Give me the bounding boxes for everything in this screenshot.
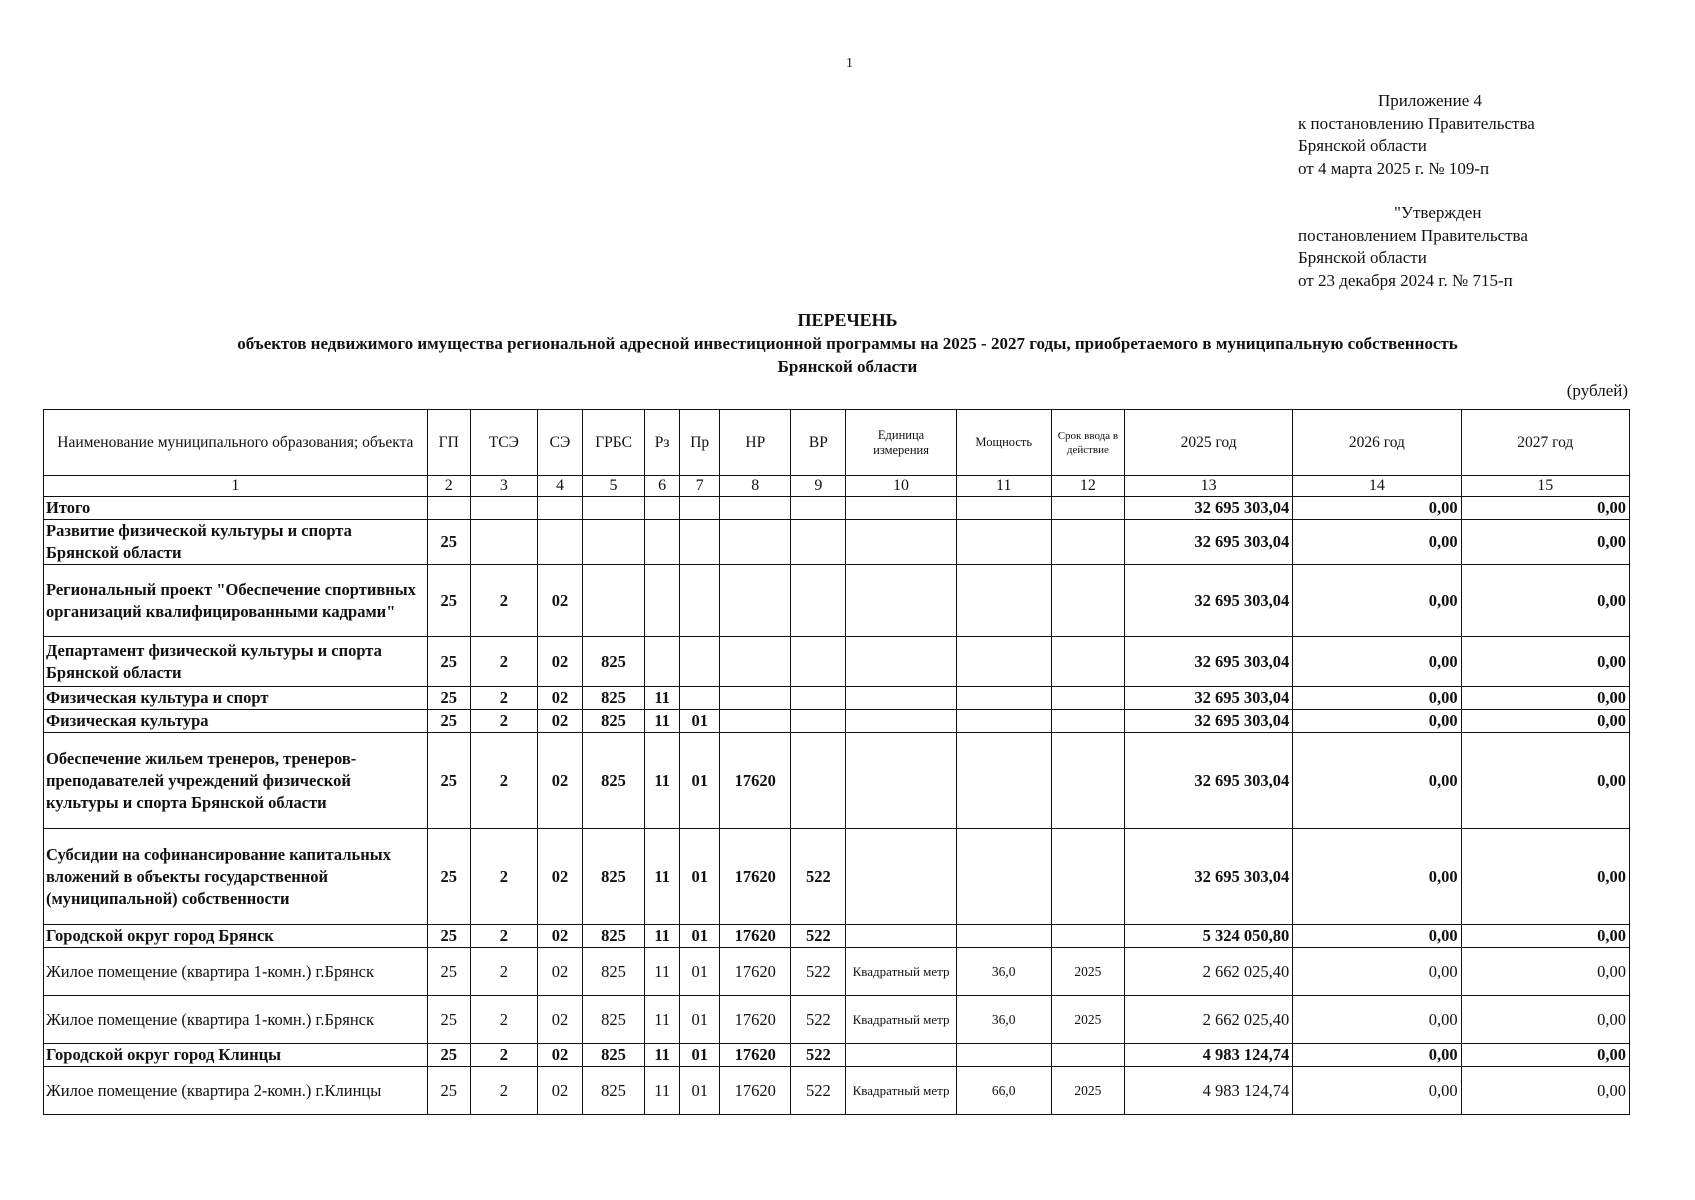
cell-gp: 25: [427, 710, 470, 733]
cell-y2025: 32 695 303,04: [1124, 497, 1292, 520]
cell-y2025: 32 695 303,04: [1124, 565, 1292, 637]
cell-rz: [645, 565, 680, 637]
header-cell: Наименование муниципального образования; объекта: [44, 410, 428, 476]
header-cell: ВР: [791, 410, 846, 476]
cell-pr: [680, 520, 720, 565]
table-row: [44, 996, 1630, 1044]
cell-rz: [645, 520, 680, 565]
appendix-line: к постановлению Правительства: [1298, 113, 1535, 133]
cell-y2027: 0,00: [1461, 520, 1629, 565]
cell-capacity: [956, 733, 1051, 829]
cell-term: 2025: [1051, 1067, 1124, 1115]
cell-vr: [791, 520, 846, 565]
cell-nr: [720, 565, 791, 637]
cell-gp: 25: [427, 829, 470, 925]
cell-unit: [846, 710, 956, 733]
cell-y2026: 0,00: [1293, 565, 1461, 637]
cell-grbs: 825: [583, 710, 645, 733]
table-row: [44, 948, 1630, 996]
cell-y2025: 32 695 303,04: [1124, 710, 1292, 733]
header-cell: ГП: [427, 410, 470, 476]
cell-y2026: 0,00: [1293, 687, 1461, 710]
cell-tse: 2: [470, 996, 537, 1044]
cell-pr: 01: [680, 1067, 720, 1115]
cell-rz: 11: [645, 687, 680, 710]
cell-se: 02: [537, 1067, 582, 1115]
cell-rz: 11: [645, 948, 680, 996]
cell-rz: 11: [645, 1044, 680, 1067]
cell-pr: 01: [680, 733, 720, 829]
cell-y2027: 0,00: [1461, 733, 1629, 829]
cell-se: 02: [537, 687, 582, 710]
cell-vr: [791, 687, 846, 710]
header-cell: СЭ: [537, 410, 582, 476]
table-row: [44, 687, 1630, 710]
header-cell: Срок ввода в действие: [1051, 410, 1124, 476]
cell-pr: [680, 637, 720, 687]
cell-name: Физическая культура и спорт: [44, 687, 428, 710]
cell-pr: [680, 565, 720, 637]
cell-y2027: 0,00: [1461, 687, 1629, 710]
cell-vr: 522: [791, 948, 846, 996]
approval-block: [1298, 202, 1658, 292]
units-label: (рублей): [1566, 381, 1628, 400]
cell-tse: 2: [470, 733, 537, 829]
table-row: [44, 637, 1630, 687]
cell-name: Субсидии на софинансирование капитальных вложений в объекты государственной (муниципальной) собственности: [44, 829, 428, 925]
cell-y2026: 0,00: [1293, 1044, 1461, 1067]
cell-capacity: [956, 637, 1051, 687]
cell-term: [1051, 565, 1124, 637]
cell-y2026: 0,00: [1293, 637, 1461, 687]
header-cell: Единица измерения: [846, 410, 956, 476]
cell-y2026: 0,00: [1293, 829, 1461, 925]
cell-y2026: 0,00: [1293, 948, 1461, 996]
table-row: [44, 829, 1630, 925]
cell-y2025: 4 983 124,74: [1124, 1044, 1292, 1067]
cell-nr: 17620: [720, 925, 791, 948]
cell-term: [1051, 733, 1124, 829]
cell-term: [1051, 497, 1124, 520]
cell-rz: [645, 497, 680, 520]
cell-gp: 25: [427, 1044, 470, 1067]
cell-y2027: 0,00: [1461, 565, 1629, 637]
cell-gp: 25: [427, 565, 470, 637]
cell-grbs: 825: [583, 829, 645, 925]
cell-tse: 2: [470, 1044, 537, 1067]
cell-y2026: 0,00: [1293, 733, 1461, 829]
table-row: [44, 1067, 1630, 1115]
cell-y2027: 0,00: [1461, 925, 1629, 948]
cell-name: Итого: [44, 497, 428, 520]
table-row: [44, 565, 1630, 637]
cell-grbs: [583, 565, 645, 637]
cell-unit: [846, 687, 956, 710]
cell-term: [1051, 1044, 1124, 1067]
cell-term: [1051, 520, 1124, 565]
cell-nr: 17620: [720, 829, 791, 925]
column-number: 1: [44, 476, 428, 497]
cell-grbs: 825: [583, 733, 645, 829]
cell-vr: 522: [791, 829, 846, 925]
column-number: 6: [645, 476, 680, 497]
cell-term: [1051, 710, 1124, 733]
cell-y2025: 2 662 025,40: [1124, 948, 1292, 996]
column-number: 9: [791, 476, 846, 497]
cell-capacity: [956, 565, 1051, 637]
table-row: [44, 710, 1630, 733]
cell-grbs: [583, 497, 645, 520]
cell-y2025: 32 695 303,04: [1124, 520, 1292, 565]
cell-se: 02: [537, 948, 582, 996]
cell-capacity: 66,0: [956, 1067, 1051, 1115]
cell-term: [1051, 687, 1124, 710]
cell-se: 02: [537, 1044, 582, 1067]
appendix-line: Приложение 4: [1378, 91, 1482, 110]
document-subtitle: объектов недвижимого имущества региональной адресной инвестиционной программы на 2025 - 2027 годы, приобретаемого в муниципальную собственность: [237, 334, 1458, 353]
cell-tse: 2: [470, 687, 537, 710]
cell-name: Обеспечение жильем тренеров, тренеров-преподавателей учреждений физической культуры и спорта Брянской области: [44, 733, 428, 829]
cell-name: Региональный проект "Обеспечение спортивных организаций квалифицированными кадрами": [44, 565, 428, 637]
cell-y2027: 0,00: [1461, 948, 1629, 996]
appendix-block: [1298, 90, 1658, 180]
cell-gp: 25: [427, 687, 470, 710]
cell-y2025: 5 324 050,80: [1124, 925, 1292, 948]
table-row: [44, 520, 1630, 565]
cell-capacity: 36,0: [956, 948, 1051, 996]
cell-gp: 25: [427, 996, 470, 1044]
cell-y2026: 0,00: [1293, 996, 1461, 1044]
cell-tse: 2: [470, 565, 537, 637]
column-number: 15: [1461, 476, 1629, 497]
cell-y2025: 32 695 303,04: [1124, 637, 1292, 687]
cell-unit: [846, 733, 956, 829]
cell-tse: [470, 520, 537, 565]
cell-gp: 25: [427, 733, 470, 829]
cell-gp: [427, 497, 470, 520]
cell-se: [537, 497, 582, 520]
cell-pr: 01: [680, 710, 720, 733]
cell-y2025: 2 662 025,40: [1124, 996, 1292, 1044]
approval-line: Брянской области: [1298, 248, 1427, 267]
appendix-line: Брянской области: [1298, 136, 1427, 155]
cell-gp: 25: [427, 520, 470, 565]
cell-grbs: 825: [583, 996, 645, 1044]
cell-capacity: [956, 829, 1051, 925]
cell-nr: 17620: [720, 948, 791, 996]
cell-y2027: 0,00: [1461, 710, 1629, 733]
cell-capacity: [956, 497, 1051, 520]
cell-unit: Квадратный метр: [846, 948, 956, 996]
document-subtitle: Брянской области: [777, 357, 918, 376]
cell-term: [1051, 829, 1124, 925]
cell-nr: 17620: [720, 733, 791, 829]
column-number: 3: [470, 476, 537, 497]
cell-se: 02: [537, 733, 582, 829]
cell-y2027: 0,00: [1461, 829, 1629, 925]
cell-rz: [645, 637, 680, 687]
cell-rz: 11: [645, 733, 680, 829]
cell-vr: 522: [791, 996, 846, 1044]
cell-tse: 2: [470, 637, 537, 687]
header-cell: 2026 год: [1293, 410, 1461, 476]
cell-rz: 11: [645, 996, 680, 1044]
column-number-row: [44, 476, 1630, 497]
cell-gp: 25: [427, 1067, 470, 1115]
column-number: 11: [956, 476, 1051, 497]
cell-capacity: [956, 687, 1051, 710]
cell-term: [1051, 637, 1124, 687]
cell-y2027: 0,00: [1461, 1044, 1629, 1067]
cell-tse: [470, 497, 537, 520]
cell-name: Жилое помещение (квартира 2-комн.) г.Клинцы: [44, 1067, 428, 1115]
cell-se: 02: [537, 565, 582, 637]
cell-tse: 2: [470, 925, 537, 948]
cell-y2025: 4 983 124,74: [1124, 1067, 1292, 1115]
cell-name: Развитие физической культуры и спорта Брянской области: [44, 520, 428, 565]
cell-y2025: 32 695 303,04: [1124, 733, 1292, 829]
column-number: 5: [583, 476, 645, 497]
approval-line: от 23 декабря 2024 г. № 715-п: [1298, 270, 1513, 290]
cell-unit: [846, 925, 956, 948]
approval-line: "Утвержден: [1394, 203, 1482, 222]
table-row: [44, 497, 1630, 520]
cell-pr: 01: [680, 996, 720, 1044]
header-cell: Мощность: [956, 410, 1051, 476]
cell-unit: [846, 520, 956, 565]
cell-y2026: 0,00: [1293, 1067, 1461, 1115]
cell-y2027: 0,00: [1461, 637, 1629, 687]
cell-rz: 11: [645, 710, 680, 733]
cell-term: 2025: [1051, 948, 1124, 996]
cell-vr: [791, 565, 846, 637]
cell-vr: 522: [791, 1044, 846, 1067]
header-row: [44, 410, 1630, 476]
cell-vr: [791, 497, 846, 520]
cell-grbs: [583, 520, 645, 565]
investment-table: [43, 409, 1630, 1115]
cell-nr: 17620: [720, 1044, 791, 1067]
cell-name: Жилое помещение (квартира 1-комн.) г.Брянск: [44, 996, 428, 1044]
cell-gp: 25: [427, 948, 470, 996]
cell-unit: [846, 637, 956, 687]
column-number: 14: [1293, 476, 1461, 497]
cell-nr: 17620: [720, 996, 791, 1044]
cell-y2026: 0,00: [1293, 497, 1461, 520]
cell-tse: 2: [470, 829, 537, 925]
column-number: 13: [1124, 476, 1292, 497]
cell-vr: 522: [791, 925, 846, 948]
cell-pr: 01: [680, 829, 720, 925]
cell-capacity: 36,0: [956, 996, 1051, 1044]
cell-vr: [791, 733, 846, 829]
header-cell: ТСЭ: [470, 410, 537, 476]
cell-pr: 01: [680, 925, 720, 948]
column-number: 7: [680, 476, 720, 497]
cell-pr: [680, 687, 720, 710]
cell-term: [1051, 925, 1124, 948]
cell-rz: 11: [645, 829, 680, 925]
cell-unit: [846, 1044, 956, 1067]
cell-vr: [791, 710, 846, 733]
cell-tse: 2: [470, 1067, 537, 1115]
approval-line: постановлением Правительства: [1298, 225, 1528, 245]
cell-y2027: 0,00: [1461, 497, 1629, 520]
cell-nr: [720, 710, 791, 733]
column-number: 4: [537, 476, 582, 497]
cell-unit: Квадратный метр: [846, 1067, 956, 1115]
cell-grbs: 825: [583, 637, 645, 687]
cell-tse: 2: [470, 710, 537, 733]
cell-se: 02: [537, 996, 582, 1044]
cell-y2027: 0,00: [1461, 996, 1629, 1044]
cell-y2026: 0,00: [1293, 710, 1461, 733]
cell-capacity: [956, 710, 1051, 733]
cell-capacity: [956, 1044, 1051, 1067]
cell-nr: [720, 687, 791, 710]
cell-name: Городской округ город Брянск: [44, 925, 428, 948]
cell-name: Физическая культура: [44, 710, 428, 733]
cell-tse: 2: [470, 948, 537, 996]
cell-y2026: 0,00: [1293, 925, 1461, 948]
cell-se: 02: [537, 925, 582, 948]
document-title: ПЕРЕЧЕНЬ: [797, 310, 898, 330]
column-number: 10: [846, 476, 956, 497]
header-cell: 2025 год: [1124, 410, 1292, 476]
table-row: [44, 1044, 1630, 1067]
cell-name: Департамент физической культуры и спорта Брянской области: [44, 637, 428, 687]
cell-rz: 11: [645, 925, 680, 948]
cell-grbs: 825: [583, 925, 645, 948]
cell-se: 02: [537, 710, 582, 733]
page-mark: 1: [846, 56, 853, 71]
cell-gp: 25: [427, 925, 470, 948]
cell-unit: [846, 497, 956, 520]
cell-unit: [846, 829, 956, 925]
cell-pr: 01: [680, 1044, 720, 1067]
cell-se: 02: [537, 637, 582, 687]
cell-capacity: [956, 520, 1051, 565]
header-cell: НР: [720, 410, 791, 476]
cell-term: 2025: [1051, 996, 1124, 1044]
column-number: 12: [1051, 476, 1124, 497]
header-cell: ГРБС: [583, 410, 645, 476]
cell-nr: [720, 497, 791, 520]
cell-vr: [791, 637, 846, 687]
cell-y2026: 0,00: [1293, 520, 1461, 565]
cell-unit: [846, 565, 956, 637]
cell-nr: 17620: [720, 1067, 791, 1115]
cell-grbs: 825: [583, 1067, 645, 1115]
cell-nr: [720, 520, 791, 565]
cell-se: [537, 520, 582, 565]
cell-unit: Квадратный метр: [846, 996, 956, 1044]
cell-rz: 11: [645, 1067, 680, 1115]
column-number: 2: [427, 476, 470, 497]
table-row: [44, 733, 1630, 829]
header-cell: 2027 год: [1461, 410, 1629, 476]
cell-name: Городской округ город Клинцы: [44, 1044, 428, 1067]
appendix-line: от 4 марта 2025 г. № 109-п: [1298, 158, 1490, 178]
cell-pr: [680, 497, 720, 520]
header-cell: Пр: [680, 410, 720, 476]
column-number: 8: [720, 476, 791, 497]
cell-grbs: 825: [583, 1044, 645, 1067]
cell-y2027: 0,00: [1461, 1067, 1629, 1115]
cell-se: 02: [537, 829, 582, 925]
cell-gp: 25: [427, 637, 470, 687]
cell-nr: [720, 637, 791, 687]
cell-y2025: 32 695 303,04: [1124, 829, 1292, 925]
cell-grbs: 825: [583, 948, 645, 996]
cell-pr: 01: [680, 948, 720, 996]
cell-name: Жилое помещение (квартира 1-комн.) г.Брянск: [44, 948, 428, 996]
cell-y2025: 32 695 303,04: [1124, 687, 1292, 710]
table-row: [44, 925, 1630, 948]
header-cell: Рз: [645, 410, 680, 476]
cell-grbs: 825: [583, 687, 645, 710]
cell-capacity: [956, 925, 1051, 948]
cell-vr: 522: [791, 1067, 846, 1115]
document-heading: [0, 309, 1695, 378]
